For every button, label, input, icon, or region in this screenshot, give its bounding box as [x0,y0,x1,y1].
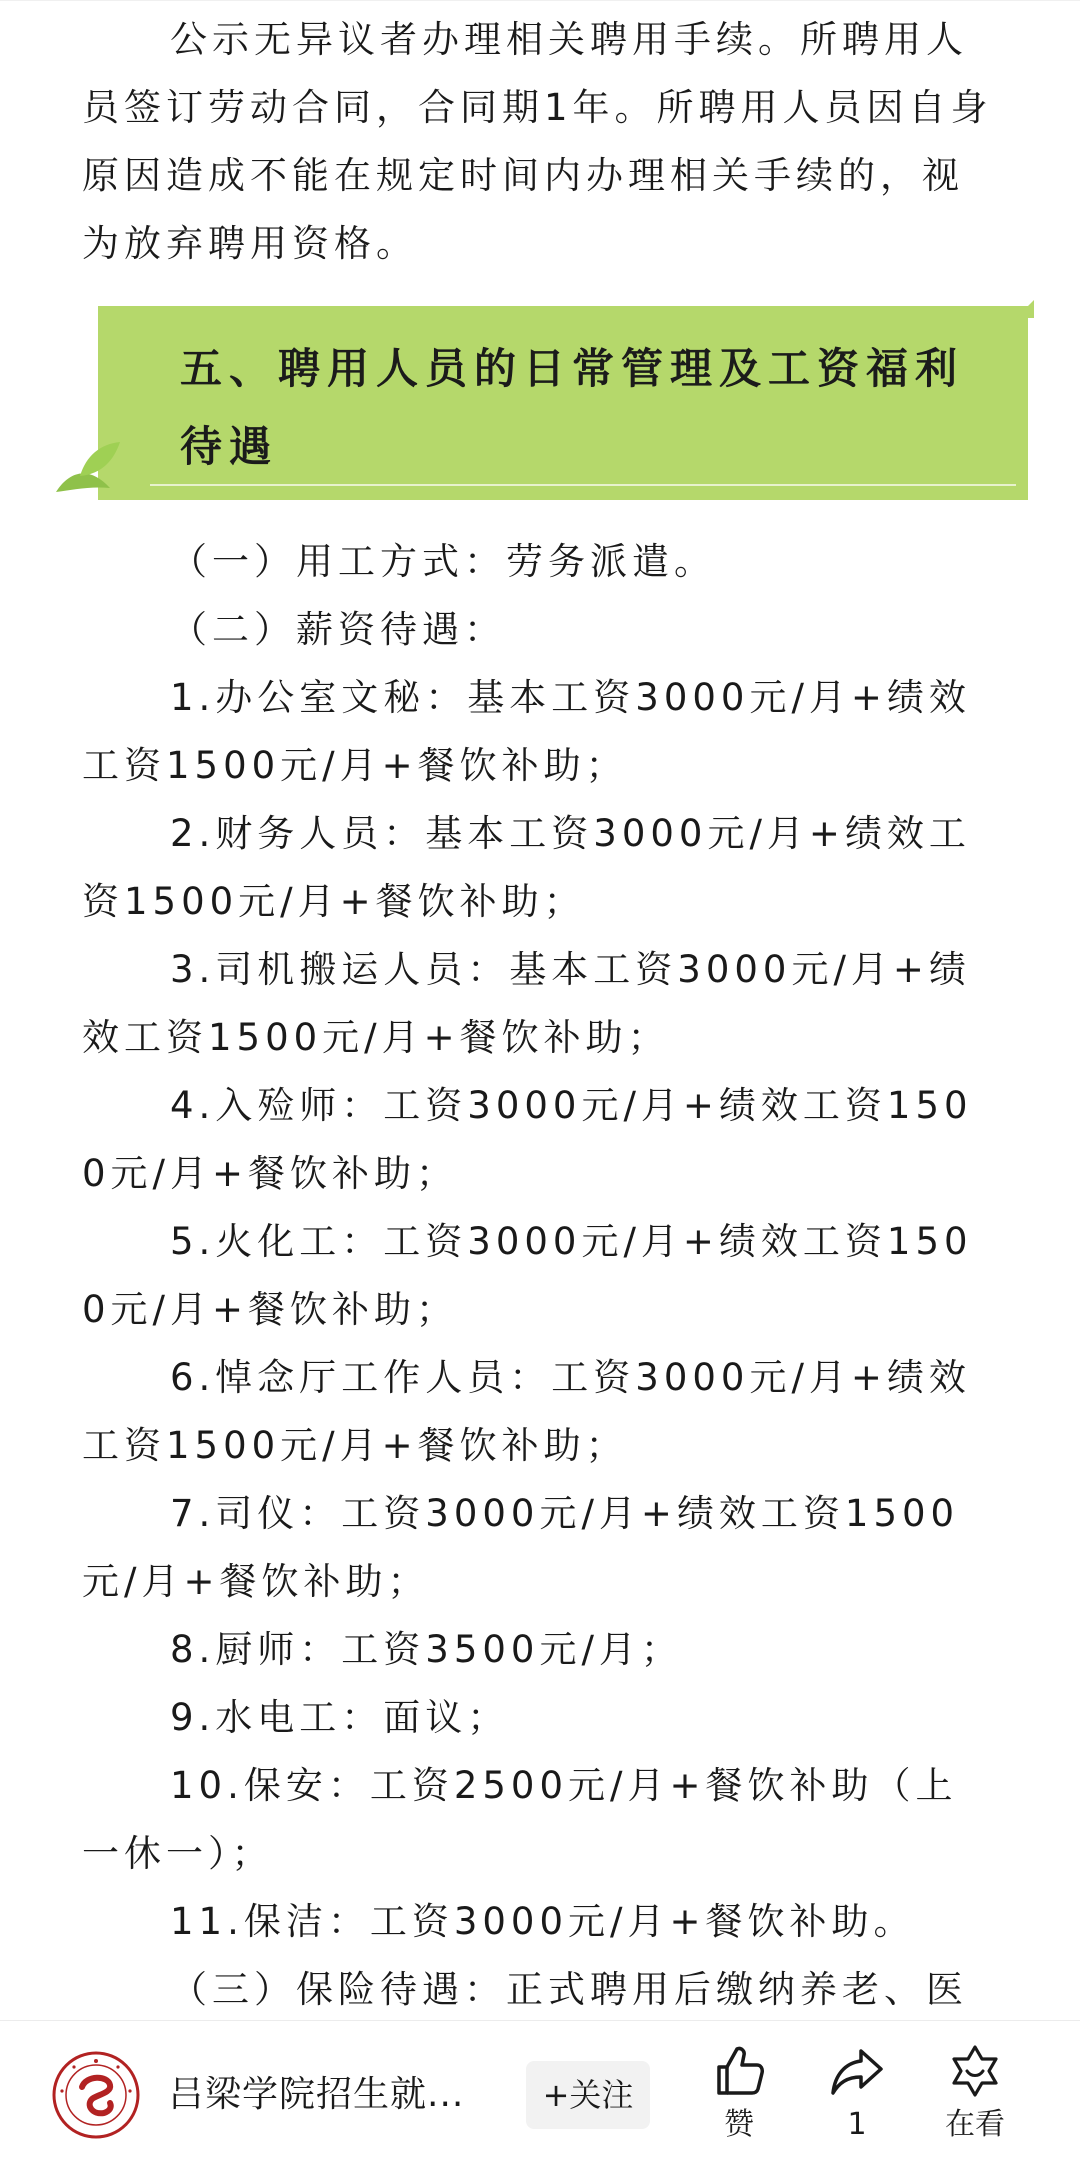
bottom-action-bar [0,2020,1080,2175]
like-button[interactable] [684,2043,794,2163]
salary-item-9: 9.水电工：面议； [170,1696,510,1739]
salary-item-10: 10.保安：工资2500元/月+餐饮补助（上一休一）； [82,1764,958,1875]
share-button[interactable] [802,2043,912,2163]
salary-item-8: 8.厨师：工资3500元/月； [170,1628,683,1671]
share-count: 1 [847,2107,867,2142]
wow-star-icon [947,2043,1003,2099]
banner-underline [150,484,1016,486]
like-label: 赞 [724,2107,754,2142]
account-name[interactable]: 吕梁学院招生就... [168,2074,465,2115]
salary-item-6: 6.悼念厅工作人员：工资3000元/月+绩效工资1500元/月+餐饮补助； [82,1356,971,1467]
insurance-partial: （三）保险待遇：正式聘用后缴纳养老、医 [170,1968,968,2011]
section-heading-banner [98,306,1028,500]
thumbs-up-icon [711,2043,767,2099]
school-seal-logo[interactable] [52,2051,140,2139]
salary-item-4: 4.入殓师：工资3000元/月+绩效工资1500元/月+餐饮补助； [82,1084,973,1195]
follow-button[interactable]: +关注 [526,2061,650,2129]
intro-paragraph: 公示无异议者办理相关聘用手续。所聘用人员签订劳动合同，合同期1年。所聘用人员因自身原因造成不能在规定时间内办理相关手续的，视为放弃聘用资格。 [82,18,993,265]
salary-item-5: 5.火化工：工资3000元/月+绩效工资1500元/月+餐饮补助； [82,1220,973,1331]
salary-item-2: 2.财务人员：基本工资3000元/月+绩效工资1500元/月+餐饮补助； [82,812,971,923]
watching-button[interactable] [920,2043,1030,2163]
salary-item-7: 7.司仪：工资3000元/月+绩效工资1500元/月+餐饮补助； [82,1492,960,1603]
leaf-icon [50,430,128,502]
watching-label: 在看 [945,2107,1005,2142]
salary-item-11: 11.保洁：工资3000元/月+餐饮补助。 [170,1900,916,1943]
banner-corner-decoration [1016,300,1034,318]
share-arrow-icon [829,2043,885,2099]
salary-item-3: 3.司机搬运人员：基本工资3000元/月+绩效工资1500元/月+餐饮补助； [82,948,971,1059]
section-heading: 五、聘用人员的日常管理及工资福利待遇 [180,344,965,471]
salary-item-1: 1.办公室文秘：基本工资3000元/月+绩效工资1500元/月+餐饮补助； [82,676,971,787]
employment-method: （一）用工方式：劳务派遣。 [170,540,716,583]
salary-heading: （二）薪资待遇： [170,608,506,651]
